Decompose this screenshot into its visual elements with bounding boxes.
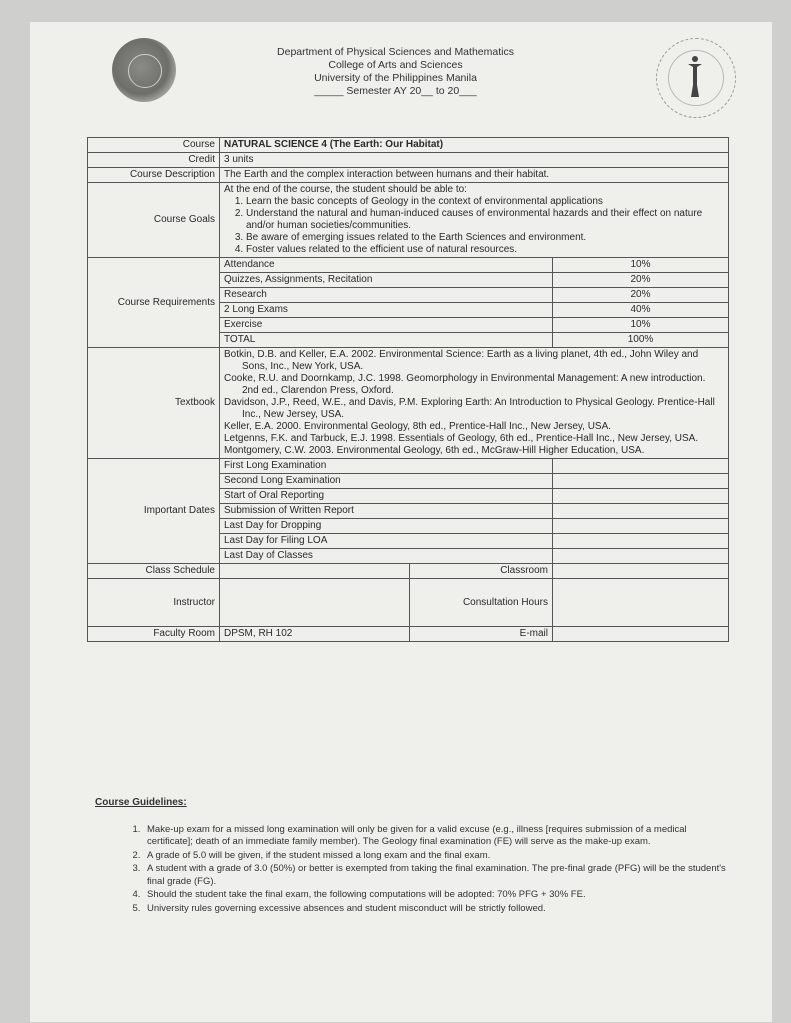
department-name: Department of Physical Sciences and Mathematics — [277, 46, 514, 58]
requirement-weight: 20% — [553, 288, 729, 303]
goals-cell — [220, 183, 729, 258]
course-value: NATURAL SCIENCE 4 (The Earth: Our Habitat) — [220, 138, 729, 153]
guideline-item: 1. Make-up exam for a missed long examination will only be given for a valid excuse (e.g., illness [requires submission of a medical certificate]; death of an immediate family member). The Geology final examination (FE) will serve as the make-up exam. — [143, 824, 735, 849]
requirements-label: Course Requirements — [88, 258, 220, 348]
goals-list — [224, 196, 724, 256]
date-value — [553, 534, 729, 549]
schedule-label: Class Schedule — [88, 564, 220, 579]
textbook-entry: Davidson, J.P., Reed, W.E., and Davis, P.M. Exploring Earth: An Introduction to Physical Geology. Prentice-Hall Inc., New Jersey, USA. — [224, 397, 715, 420]
date-value — [553, 459, 729, 474]
consultation-value — [553, 579, 729, 627]
requirement-weight: 10% — [553, 318, 729, 333]
credit-label: Credit — [88, 153, 220, 168]
semester-line: _____ Semester AY 20__ to 20___ — [314, 85, 477, 97]
email-value — [553, 627, 729, 642]
guidelines-list — [95, 824, 735, 916]
textbook-entry: Letgenns, F.K. and Tarbuck, E.J. 1998. Essentials of Geology, 6th ed., Prentice-Hall Inc., New Jersey, USA. — [224, 433, 699, 444]
textbook-entry: Montgomery, C.W. 2003. Environmental Geology, 6th ed., McGraw-Hill Higher Education, USA. — [224, 445, 645, 456]
classroom-value — [553, 564, 729, 579]
textbook-label: Textbook — [88, 348, 220, 459]
instructor-label: Instructor — [88, 579, 220, 627]
university-name: University of the Philippines Manila — [314, 72, 477, 84]
faculty-room-label: Faculty Room — [88, 627, 220, 642]
faculty-room-value: DPSM, RH 102 — [220, 627, 410, 642]
textbook-row — [88, 348, 729, 459]
college-name: College of Arts and Sciences — [328, 59, 463, 71]
textbook-list — [220, 348, 729, 459]
requirement-item: Attendance — [220, 258, 553, 273]
goals-label: Course Goals — [88, 183, 220, 258]
date-item: Last Day of Classes — [220, 549, 553, 564]
description-row — [88, 168, 729, 183]
textbook-entry: Botkin, D.B. and Keller, E.A. 2002. Environmental Science: Earth as a living planet, 4th ed., John Wiley and Sons, Inc., New York, USA. — [224, 349, 699, 372]
instructor-row — [88, 579, 729, 627]
date-item: Submission of Written Report — [220, 504, 553, 519]
date-row — [88, 459, 729, 474]
date-value — [553, 549, 729, 564]
guideline-item: 4. Should the student take the final exam, the following computations will be adopted: 70% PFG + 30% FE. — [143, 889, 735, 902]
date-item: Start of Oral Reporting — [220, 489, 553, 504]
goal-item: 4. Foster values related to the efficient use of natural resources. — [246, 244, 724, 256]
description-label: Course Description — [88, 168, 220, 183]
date-item: Last Day for Dropping — [220, 519, 553, 534]
credit-row — [88, 153, 729, 168]
instructor-value — [220, 579, 410, 627]
guideline-item: 2. A grade of 5.0 will be given, if the student missed a long exam and the final exam. — [143, 850, 735, 863]
goal-item: 2. Understand the natural and human-induced causes of environmental hazards and their effect on nature and/or human societies/communities. — [246, 208, 724, 232]
textbook-entry: Keller, E.A. 2000. Environmental Geology, 8th ed., Prentice-Hall Inc., New Jersey, USA. — [224, 421, 612, 432]
dates-label: Important Dates — [88, 459, 220, 564]
consultation-label: Consultation Hours — [410, 579, 553, 627]
classroom-label: Classroom — [410, 564, 553, 579]
date-item: Second Long Examination — [220, 474, 553, 489]
textbook-entry: Cooke, R.U. and Doornkamp, J.C. 1998. Geomorphology in Environmental Management: A new introduction. 2nd ed., Clarendon Press, Oxford. — [224, 373, 706, 396]
requirement-weight: 40% — [553, 303, 729, 318]
goals-intro: At the end of the course, the student should be able to: — [224, 184, 467, 195]
course-row — [88, 138, 729, 153]
schedule-row — [88, 564, 729, 579]
email-label: E-mail — [410, 627, 553, 642]
guideline-item: 5. University rules governing excessive absences and student misconduct will be strictly followed. — [143, 903, 735, 916]
goal-item: 3. Be aware of emerging issues related to the Earth Sciences and environment. — [246, 232, 724, 244]
requirement-weight: 10% — [553, 258, 729, 273]
requirement-item: Research — [220, 288, 553, 303]
course-guidelines — [95, 797, 735, 916]
date-value — [553, 474, 729, 489]
course-label: Course — [88, 138, 220, 153]
goal-item: 1. Learn the basic concepts of Geology in the context of environmental applications — [246, 196, 724, 208]
faculty-room-row — [88, 627, 729, 642]
date-value — [553, 504, 729, 519]
requirement-item: Quizzes, Assignments, Recitation — [220, 273, 553, 288]
requirement-item: 2 Long Exams — [220, 303, 553, 318]
guideline-item: 3. A student with a grade of 3.0 (50%) or better is exempted from taking the final examination. The pre-final grade (PFG) will be the student's final grade (FG). — [143, 863, 735, 888]
date-value — [553, 519, 729, 534]
requirement-row — [88, 258, 729, 273]
description-value: The Earth and the complex interaction between humans and their habitat. — [220, 168, 729, 183]
schedule-value — [220, 564, 410, 579]
goals-row — [88, 183, 729, 258]
requirement-item: TOTAL — [220, 333, 553, 348]
syllabus-table — [87, 137, 729, 642]
guidelines-title: Course Guidelines: — [95, 797, 187, 808]
requirement-item: Exercise — [220, 318, 553, 333]
credit-value: 3 units — [220, 153, 729, 168]
requirement-weight: 20% — [553, 273, 729, 288]
document-header — [0, 46, 791, 98]
date-value — [553, 489, 729, 504]
date-item: First Long Examination — [220, 459, 553, 474]
date-item: Last Day for Filing LOA — [220, 534, 553, 549]
requirement-weight: 100% — [553, 333, 729, 348]
